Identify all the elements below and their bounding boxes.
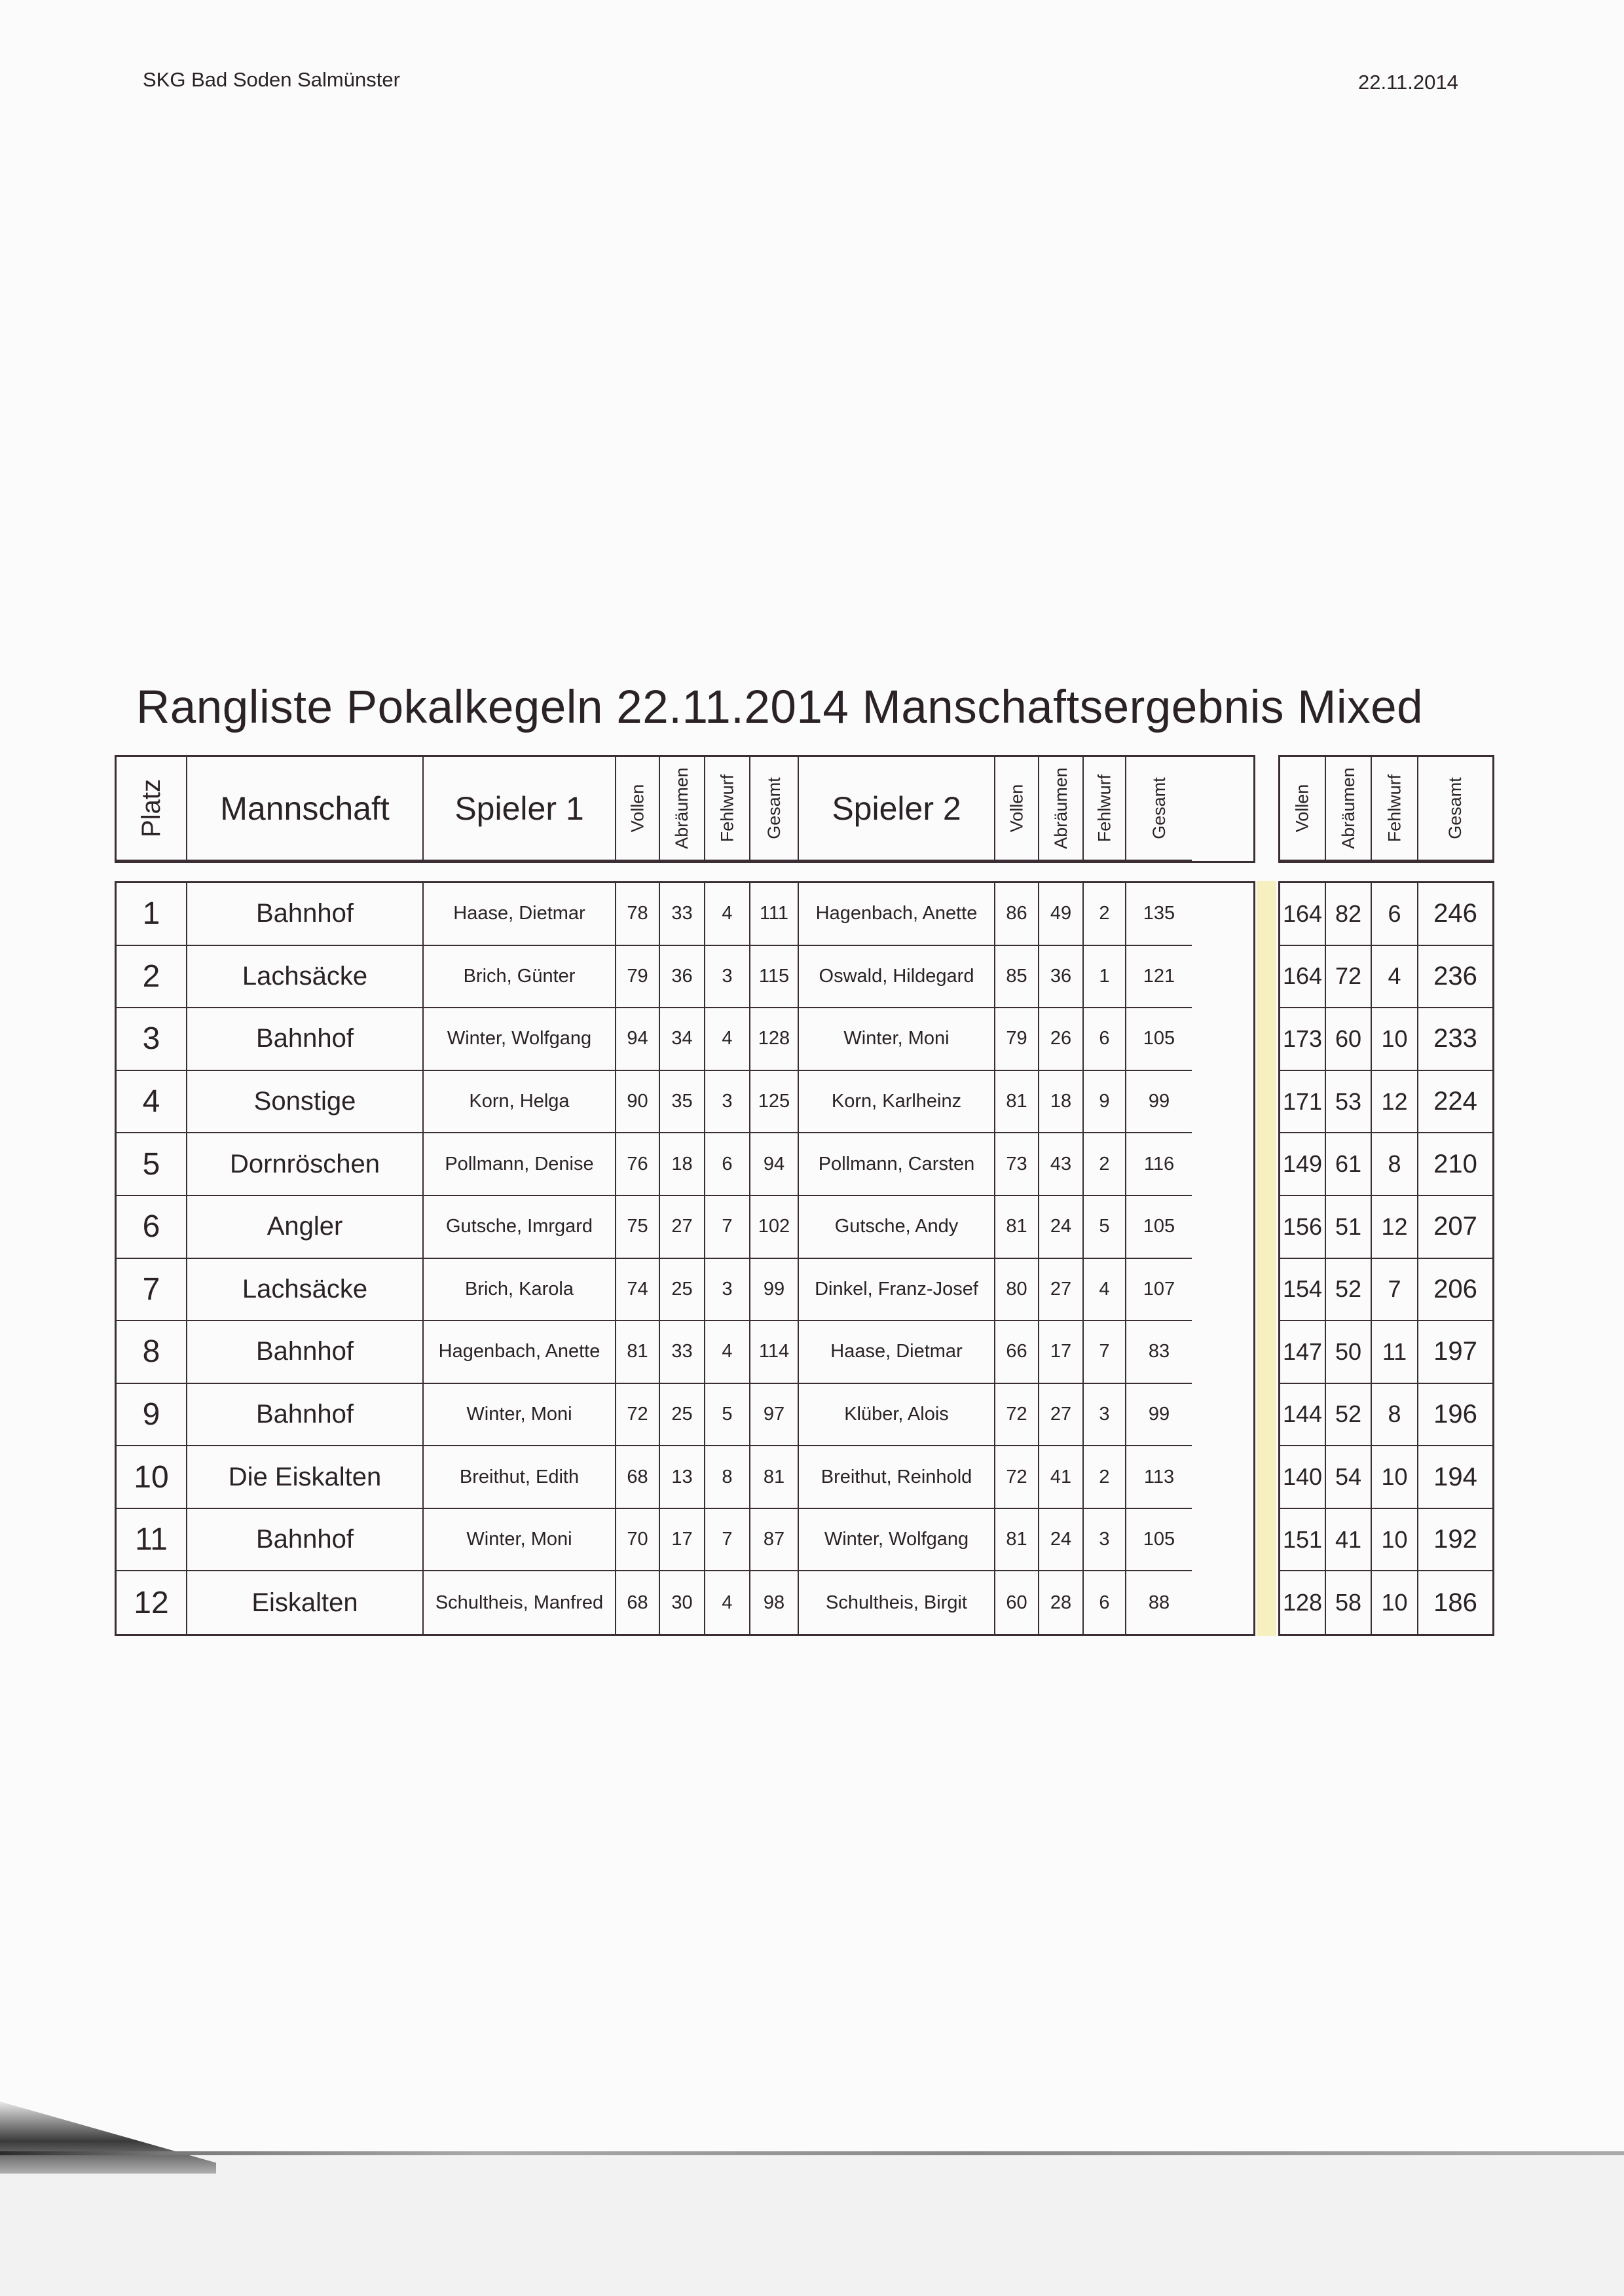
summary-header	[1278, 755, 1494, 863]
cell-p2-gesamt: 121	[1126, 946, 1192, 1009]
cell-team-abraeumen: 53	[1326, 1071, 1372, 1134]
cell-team-abraeumen: 60	[1326, 1008, 1372, 1071]
cell-p2-vollen: 81	[995, 1196, 1039, 1259]
summary-table	[1278, 881, 1494, 1636]
cell-team: Die Eiskalten	[187, 1446, 424, 1509]
header-p2-gesamt: Gesamt	[1126, 757, 1192, 861]
cell-p1-fehlwurf: 3	[705, 946, 750, 1009]
cell-team-fehlwurf: 10	[1372, 1008, 1418, 1071]
cell-player2: Klüber, Alois	[799, 1384, 995, 1447]
cell-team-gesamt: 196	[1418, 1384, 1492, 1447]
cell-team: Lachsäcke	[187, 946, 424, 1009]
cell-team-vollen: 144	[1280, 1384, 1326, 1447]
cell-p2-fehlwurf: 1	[1084, 946, 1126, 1009]
header-p1-fehlwurf: Fehlwurf	[705, 757, 750, 861]
cell-player1: Hagenbach, Anette	[424, 1321, 616, 1384]
cell-team-fehlwurf: 8	[1372, 1133, 1418, 1196]
cell-p1-abraeumen: 27	[660, 1196, 705, 1259]
cell-p1-abraeumen: 36	[660, 946, 705, 1009]
cell-p2-fehlwurf: 4	[1084, 1259, 1126, 1322]
cell-player2: Oswald, Hildegard	[799, 946, 995, 1009]
cell-team-gesamt: 224	[1418, 1071, 1492, 1134]
cell-p1-vollen: 68	[616, 1446, 660, 1509]
header-team-fehlwurf: Fehlwurf	[1372, 757, 1418, 861]
header-date: 22.11.2014	[1358, 71, 1458, 94]
cell-team: Dornröschen	[187, 1133, 424, 1196]
cell-p1-fehlwurf: 4	[705, 1571, 750, 1634]
table-header	[115, 755, 1255, 863]
header-p2-vollen: Vollen	[995, 757, 1039, 861]
cell-player2: Breithut, Reinhold	[799, 1446, 995, 1509]
cell-p1-vollen: 76	[616, 1133, 660, 1196]
cell-p1-gesamt: 97	[750, 1384, 799, 1447]
cell-p2-vollen: 86	[995, 883, 1039, 946]
cell-team-abraeumen: 54	[1326, 1446, 1372, 1509]
cell-p1-abraeumen: 13	[660, 1446, 705, 1509]
cell-team-gesamt: 236	[1418, 946, 1492, 1009]
cell-player2: Schultheis, Birgit	[799, 1571, 995, 1634]
cell-player1: Korn, Helga	[424, 1071, 616, 1134]
header-spieler1: Spieler 1	[424, 757, 616, 861]
cell-p2-vollen: 79	[995, 1008, 1039, 1071]
header-team-abraeumen: Abräumen	[1326, 757, 1372, 861]
cell-player1: Schultheis, Manfred	[424, 1571, 616, 1634]
cell-team-fehlwurf: 12	[1372, 1071, 1418, 1134]
cell-p2-fehlwurf: 2	[1084, 883, 1126, 946]
cell-p1-vollen: 90	[616, 1071, 660, 1134]
cell-p1-vollen: 81	[616, 1321, 660, 1384]
cell-platz: 12	[117, 1571, 187, 1634]
cell-team-vollen: 171	[1280, 1071, 1326, 1134]
cell-platz: 1	[117, 883, 187, 946]
scan-underlay	[0, 2155, 1624, 2296]
cell-p1-gesamt: 111	[750, 883, 799, 946]
header-spieler2: Spieler 2	[799, 757, 995, 861]
cell-team-vollen: 164	[1280, 946, 1326, 1009]
cell-p1-gesamt: 114	[750, 1321, 799, 1384]
cell-p2-vollen: 81	[995, 1071, 1039, 1134]
cell-team-fehlwurf: 7	[1372, 1259, 1418, 1322]
cell-team: Bahnhof	[187, 1509, 424, 1572]
cell-team-gesamt: 186	[1433, 1588, 1477, 1617]
scan-shadow	[0, 2102, 216, 2174]
cell-p2-abraeumen: 18	[1039, 1071, 1084, 1134]
cell-team-abraeumen: 50	[1326, 1321, 1372, 1384]
cell-p2-gesamt: 105	[1126, 1509, 1192, 1572]
cell-p2-abraeumen: 36	[1039, 946, 1084, 1009]
cell-player1: Winter, Moni	[424, 1509, 616, 1572]
cell-p2-fehlwurf: 5	[1084, 1196, 1126, 1259]
cell-team-abraeumen: 58	[1326, 1571, 1372, 1634]
cell-p1-vollen: 79	[616, 946, 660, 1009]
scan-edge	[0, 2151, 1624, 2155]
cell-p2-gesamt: 83	[1126, 1321, 1192, 1384]
cell-p1-gesamt: 115	[750, 946, 799, 1009]
cell-platz: 10	[117, 1446, 187, 1509]
cell-p1-vollen: 74	[616, 1259, 660, 1322]
cell-team: Bahnhof	[187, 1008, 424, 1071]
cell-p2-vollen: 66	[995, 1321, 1039, 1384]
cell-team-abraeumen: 41	[1326, 1509, 1372, 1572]
cell-p2-vollen: 73	[995, 1133, 1039, 1196]
cell-player2: Winter, Moni	[799, 1008, 995, 1071]
cell-player1: Pollmann, Denise	[424, 1133, 616, 1196]
cell-team: Bahnhof	[187, 883, 424, 946]
cell-p1-abraeumen: 18	[660, 1133, 705, 1196]
cell-team: Lachsäcke	[187, 1259, 424, 1322]
cell-p1-fehlwurf: 4	[705, 1008, 750, 1071]
cell-p2-gesamt: 135	[1126, 883, 1192, 946]
cell-p1-fehlwurf: 3	[705, 1259, 750, 1322]
cell-p2-abraeumen: 49	[1039, 883, 1084, 946]
cell-team-abraeumen: 52	[1326, 1384, 1372, 1447]
cell-p1-gesamt: 128	[750, 1008, 799, 1071]
cell-team-gesamt: 233	[1418, 1008, 1492, 1071]
cell-team-vollen: 164	[1280, 883, 1326, 946]
cell-p2-gesamt: 99	[1126, 1071, 1192, 1134]
cell-p1-abraeumen: 33	[660, 883, 705, 946]
cell-platz: 9	[117, 1384, 187, 1447]
cell-platz: 2	[117, 946, 187, 1009]
cell-p1-vollen: 70	[616, 1509, 660, 1572]
cell-p1-gesamt: 94	[750, 1133, 799, 1196]
header-p2-fehlwurf: Fehlwurf	[1084, 757, 1126, 861]
cell-p2-abraeumen: 27	[1039, 1259, 1084, 1322]
cell-p2-fehlwurf: 2	[1084, 1133, 1126, 1196]
cell-p2-vollen: 60	[995, 1571, 1039, 1634]
cell-team-vollen: 156	[1280, 1196, 1326, 1259]
header-p1-vollen: Vollen	[616, 757, 660, 861]
cell-p1-gesamt: 81	[750, 1446, 799, 1509]
cell-p2-vollen: 81	[995, 1509, 1039, 1572]
cell-p1-abraeumen: 35	[660, 1071, 705, 1134]
cell-player1: Brich, Günter	[424, 946, 616, 1009]
cell-p2-fehlwurf: 3	[1084, 1509, 1126, 1572]
cell-team-abraeumen: 82	[1326, 883, 1372, 946]
cell-team: Sonstige	[187, 1071, 424, 1134]
cell-p2-abraeumen: 43	[1039, 1133, 1084, 1196]
cell-platz: 4	[117, 1071, 187, 1134]
cell-p2-vollen: 80	[995, 1259, 1039, 1322]
cell-player1: Winter, Moni	[424, 1384, 616, 1447]
cell-p1-vollen: 94	[616, 1008, 660, 1071]
cell-p2-gesamt: 105	[1126, 1196, 1192, 1259]
cell-p1-vollen: 72	[616, 1384, 660, 1447]
cell-p1-abraeumen: 30	[660, 1571, 705, 1634]
cell-p2-fehlwurf: 6	[1084, 1008, 1126, 1071]
cell-p2-vollen: 85	[995, 946, 1039, 1009]
cell-p2-fehlwurf: 7	[1084, 1321, 1126, 1384]
cell-p1-gesamt: 98	[750, 1571, 799, 1634]
cell-platz: 11	[117, 1509, 187, 1572]
cell-team-vollen: 154	[1280, 1259, 1326, 1322]
cell-team-abraeumen: 61	[1326, 1133, 1372, 1196]
cell-team-gesamt: 197	[1418, 1321, 1492, 1384]
cell-p2-abraeumen: 24	[1039, 1196, 1084, 1259]
cell-team-gesamt: 206	[1418, 1259, 1492, 1322]
cell-player2: Winter, Wolfgang	[799, 1509, 995, 1572]
cell-p2-abraeumen: 17	[1039, 1321, 1084, 1384]
cell-team-fehlwurf: 10	[1372, 1509, 1418, 1572]
page-title: Rangliste Pokalkegeln 22.11.2014 Manschaftsergebnis Mixed	[136, 682, 1424, 733]
cell-player1: Breithut, Edith	[424, 1446, 616, 1509]
cell-p2-abraeumen: 26	[1039, 1008, 1084, 1071]
cell-team-gesamt: 246	[1418, 883, 1492, 946]
club-name: SKG Bad Soden Salmünster	[143, 68, 400, 91]
highlight-stripe	[1257, 881, 1276, 1636]
header-team-vollen: Vollen	[1280, 757, 1326, 861]
cell-p2-vollen: 72	[995, 1446, 1039, 1509]
cell-team-fehlwurf: 10	[1372, 1571, 1418, 1634]
header-mannschaft: Mannschaft	[187, 757, 424, 861]
cell-p2-abraeumen: 41	[1039, 1446, 1084, 1509]
cell-platz: 5	[117, 1133, 187, 1196]
cell-p1-fehlwurf: 6	[705, 1133, 750, 1196]
cell-p1-abraeumen: 34	[660, 1008, 705, 1071]
cell-p2-gesamt: 105	[1126, 1008, 1192, 1071]
cell-p1-fehlwurf: 3	[705, 1071, 750, 1134]
cell-p2-abraeumen: 27	[1039, 1384, 1084, 1447]
cell-p2-fehlwurf: 9	[1084, 1071, 1126, 1134]
cell-p1-gesamt: 99	[750, 1259, 799, 1322]
cell-team-fehlwurf: 11	[1372, 1321, 1418, 1384]
cell-player2: Gutsche, Andy	[799, 1196, 995, 1259]
results-table	[115, 881, 1255, 1636]
cell-team-gesamt: 210	[1418, 1133, 1492, 1196]
cell-team-abraeumen: 51	[1326, 1196, 1372, 1259]
cell-team-fehlwurf: 10	[1372, 1446, 1418, 1509]
cell-p1-vollen: 75	[616, 1196, 660, 1259]
cell-team-gesamt: 194	[1418, 1446, 1492, 1509]
cell-p1-abraeumen: 25	[660, 1259, 705, 1322]
cell-p1-abraeumen: 25	[660, 1384, 705, 1447]
cell-p1-fehlwurf: 4	[705, 1321, 750, 1384]
cell-team-fehlwurf: 4	[1372, 946, 1418, 1009]
cell-team-gesamt: 192	[1418, 1509, 1492, 1572]
header-team-gesamt: Gesamt	[1418, 757, 1492, 861]
cell-platz: 3	[117, 1008, 187, 1071]
cell-team-vollen: 128	[1280, 1571, 1326, 1634]
cell-team-fehlwurf: 12	[1372, 1196, 1418, 1259]
cell-p1-vollen: 68	[616, 1571, 660, 1634]
cell-p1-fehlwurf: 7	[705, 1196, 750, 1259]
cell-player2: Haase, Dietmar	[799, 1321, 995, 1384]
cell-team-abraeumen: 72	[1326, 946, 1372, 1009]
cell-player1: Haase, Dietmar	[424, 883, 616, 946]
cell-p2-fehlwurf: 2	[1084, 1446, 1126, 1509]
cell-team-vollen: 173	[1280, 1008, 1326, 1071]
header-p1-abraeumen: Abräumen	[660, 757, 705, 861]
cell-p1-abraeumen: 17	[660, 1509, 705, 1572]
cell-player1: Winter, Wolfgang	[424, 1008, 616, 1071]
cell-player1: Brich, Karola	[424, 1259, 616, 1322]
cell-p2-gesamt: 116	[1126, 1133, 1192, 1196]
cell-player2: Dinkel, Franz-Josef	[799, 1259, 995, 1322]
cell-p2-vollen: 72	[995, 1384, 1039, 1447]
cell-platz: 8	[117, 1321, 187, 1384]
cell-team-vollen: 151	[1280, 1509, 1326, 1572]
cell-team: Bahnhof	[187, 1384, 424, 1447]
cell-p1-fehlwurf: 5	[705, 1384, 750, 1447]
cell-p2-gesamt: 99	[1126, 1384, 1192, 1447]
cell-p2-fehlwurf: 6	[1084, 1571, 1126, 1634]
cell-team-fehlwurf: 8	[1372, 1384, 1418, 1447]
cell-team: Angler	[187, 1196, 424, 1259]
cell-team-vollen: 147	[1280, 1321, 1326, 1384]
cell-team: Eiskalten	[187, 1571, 424, 1634]
cell-player2: Hagenbach, Anette	[799, 883, 995, 946]
cell-platz: 7	[117, 1259, 187, 1322]
cell-p1-gesamt: 125	[750, 1071, 799, 1134]
cell-platz: 6	[117, 1196, 187, 1259]
cell-player2: Pollmann, Carsten	[799, 1133, 995, 1196]
cell-p2-gesamt: 107	[1126, 1259, 1192, 1322]
cell-player1: Gutsche, Imrgard	[424, 1196, 616, 1259]
cell-p2-abraeumen: 24	[1039, 1509, 1084, 1572]
cell-p1-gesamt: 102	[750, 1196, 799, 1259]
cell-p2-gesamt: 113	[1126, 1446, 1192, 1509]
header-platz: Platz	[117, 757, 187, 861]
cell-team-vollen: 140	[1280, 1446, 1326, 1509]
cell-p1-gesamt: 87	[750, 1509, 799, 1572]
cell-p2-fehlwurf: 3	[1084, 1384, 1126, 1447]
header-p2-abraeumen: Abräumen	[1039, 757, 1084, 861]
header-p1-gesamt: Gesamt	[750, 757, 799, 861]
cell-player2: Korn, Karlheinz	[799, 1071, 995, 1134]
cell-p2-abraeumen: 28	[1039, 1571, 1084, 1634]
cell-p2-gesamt: 88	[1148, 1592, 1170, 1613]
cell-team-gesamt: 207	[1418, 1196, 1492, 1259]
cell-p1-abraeumen: 33	[660, 1321, 705, 1384]
cell-team-vollen: 149	[1280, 1133, 1326, 1196]
cell-team-abraeumen: 52	[1326, 1259, 1372, 1322]
cell-team-fehlwurf: 6	[1372, 883, 1418, 946]
cell-p1-fehlwurf: 8	[705, 1446, 750, 1509]
cell-team: Bahnhof	[187, 1321, 424, 1384]
cell-p1-fehlwurf: 7	[705, 1509, 750, 1572]
cell-p1-fehlwurf: 4	[705, 883, 750, 946]
cell-p1-vollen: 78	[616, 883, 660, 946]
